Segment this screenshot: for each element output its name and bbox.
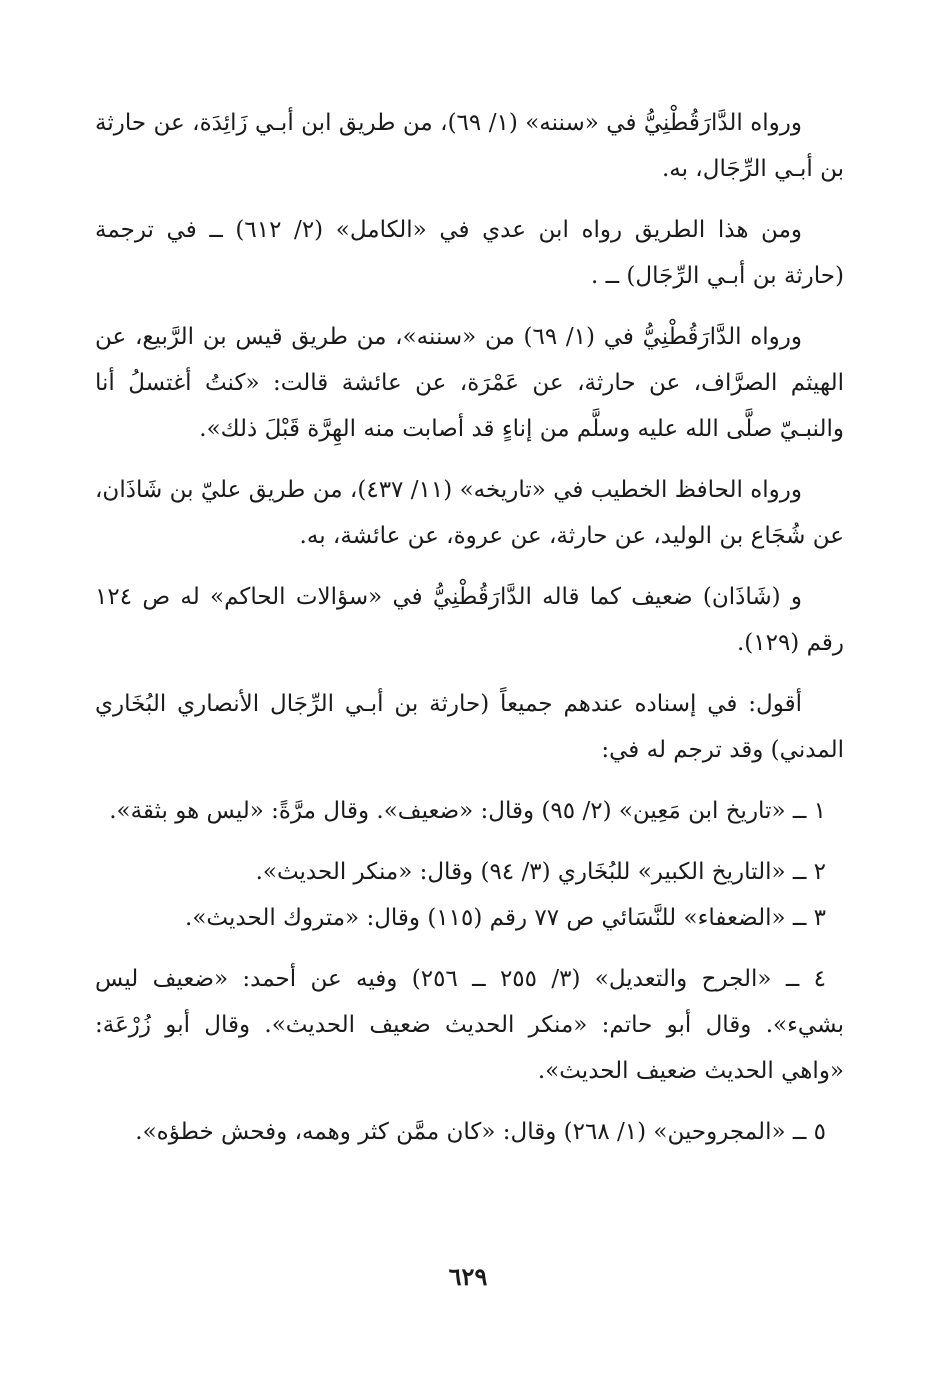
list-item-1: ١ ــ «تاريخ ابن مَعِين» (٢/ ٩٥) وقال: «ضعيف». وقال مرَّةً: «ليس هو بثقة». bbox=[109, 798, 826, 824]
paragraph-1: ورواه الدَّارَقُطْنِيُّ في «سننه» (١/ ٦٩)، من طريق ابن أبـي زَائِدَة، عن حارثة بن أبـي الرِّجَال، به. bbox=[95, 110, 844, 182]
list-item-2: ٢ ــ «التاريخ الكبير» للبُخَاري (٣/ ٩٤) وقال: «منكر الحديث». bbox=[255, 859, 826, 885]
list-item-5: ٥ ــ «المجروحين» (١/ ٢٦٨) وقال: «كان ممَّن كثر وهمه، وفحش خطؤه». bbox=[135, 1119, 826, 1145]
paragraph-2: ومن هذا الطريق رواه ابن عدي في «الكامل» (٢/ ٦١٢) ــ في ترجمة (حارثة بن أبـي الرِّجَال) ــ . bbox=[95, 217, 844, 289]
paragraph-3: ورواه الدَّارَقُطْنِيُّ في (١/ ٦٩) من «سننه»، من طريق قيس بن الرَّبيع، عن الهيثم الصرَّاف، عن حارثة، عن عَمْرَة، عن عائشة قالت: «كنتُ أغتسلُ أنا والنبـيّ صلَّى الله عليه وسلَّم من إناءٍ قد أصابت منه الهِرَّة قَبْلَ ذلك». bbox=[95, 324, 844, 442]
paragraph-5: و (شَاذَان) ضعيف كما قاله الدَّارَقُطْنِيُّ في «سؤالات الحاكم» له ص ١٢٤ رقم (١٢٩). bbox=[95, 584, 844, 656]
list-item-3: ٣ ــ «الضعفاء» للنَّسَائي ص ٧٧ رقم (١١٥) وقال: «متروك الحديث». bbox=[185, 905, 826, 931]
page-number: ٦٢٩ bbox=[448, 1262, 488, 1291]
paragraph-6: أقول: في إسناده عندهم جميعاً (حارثة بن أبـي الرِّجَال الأنصاري البُخَاري المدني) وقد ترجم له في: bbox=[95, 691, 844, 763]
list-item-4: ٤ ــ «الجرح والتعديل» (٣/ ٢٥٥ ــ ٢٥٦) وفيه عن أحمد: «ضعيف ليس بشيء». وقال أبو حاتم: «منكر الحديث ضعيف الحديث». وقال أبو زُرْعَة: «واهي الحديث ضعيف الحديث». bbox=[95, 966, 844, 1084]
page-body bbox=[95, 100, 844, 1170]
paragraph-4: ورواه الحافظ الخطيب في «تاريخه» (١١/ ٤٣٧)، من طريق عليّ بن شَاذَان، عن شُجَاع بن الوليد، عن حارثة، عن عروة، عن عائشة، به. bbox=[95, 477, 844, 549]
